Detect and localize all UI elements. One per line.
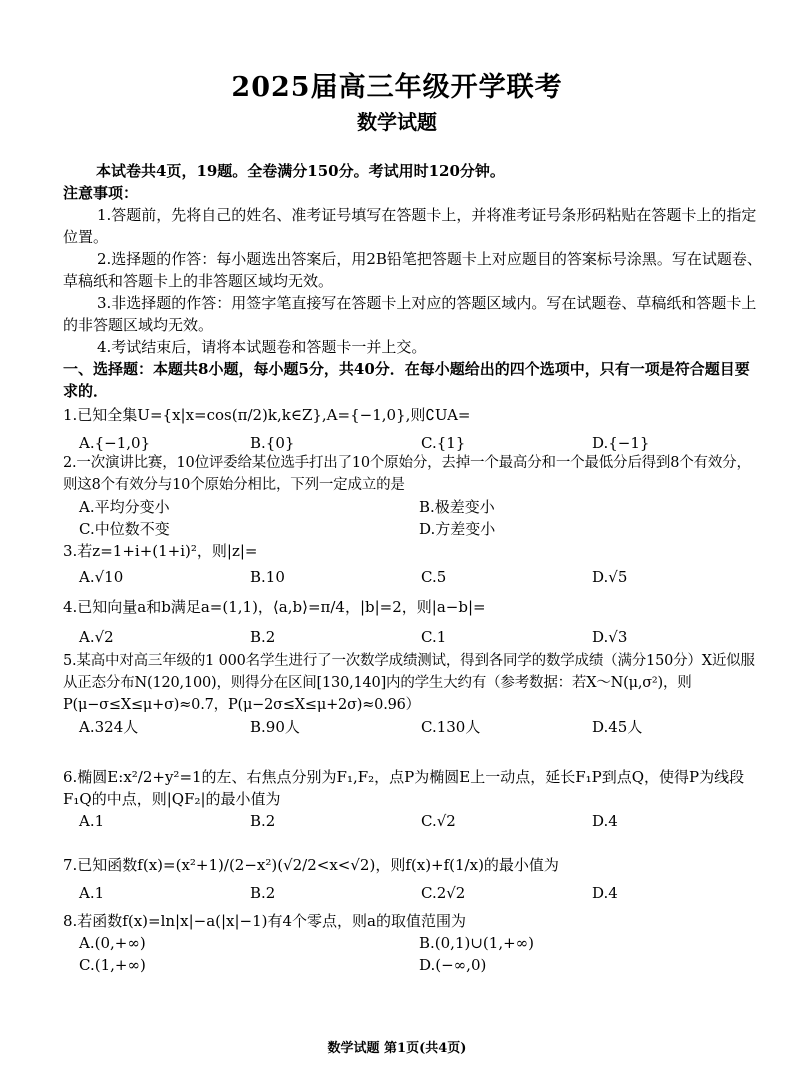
- question-stem: 5.某高中对高三年级的1 000名学生进行了一次数学成绩测试，得到各同学的数学成绩（满分150分）X近似服从正态分布N(120,100)，则得分在区间[130,140]内的学生大约有（参考数据：若X～N(μ,σ²)，则P(μ−σ≤X≤μ+σ)≈0.7，P(μ−2σ≤X≤μ+2σ)≈0.96）: [63, 653, 755, 713]
- option: A.1: [79, 812, 105, 830]
- question: [63, 452, 763, 540]
- question: [63, 650, 763, 738]
- option: C.2√2: [421, 884, 466, 902]
- option: B.(0,1)∪(1,+∞): [419, 934, 534, 952]
- option: A.√2: [79, 628, 114, 646]
- option-row: [79, 626, 763, 648]
- exam-intro: 本试卷共4页，19题。全卷满分150分。考试用时120分钟。: [96, 162, 505, 180]
- question: [63, 766, 763, 832]
- question-stem: 4.已知向量a和b满足a=(1,1)，⟨a,b⟩=π/4，|b|=2，则|a−b|=: [63, 598, 486, 616]
- option: C.中位数不变: [79, 520, 170, 538]
- option: D.(−∞,0): [419, 956, 487, 974]
- page-footer: 数学试题 第1页(共4页): [327, 1041, 467, 1056]
- option: B.2: [250, 812, 276, 830]
- option: A.平均分变小: [79, 498, 170, 516]
- option: C.5: [421, 568, 447, 586]
- question: [63, 596, 763, 648]
- question-stem: 2.一次演讲比赛，10位评委给某位选手打出了10个原始分，去掉一个最高分和一个最低分后得到8个有效分，则这8个有效分与10个原始分相比，下列一定成立的是: [63, 455, 751, 493]
- option: C.{1}: [421, 434, 466, 452]
- option: D.4: [592, 812, 618, 830]
- option: B.90人: [250, 718, 300, 736]
- question: [63, 404, 763, 454]
- question-stem: 1.已知全集U={x|x=cos(π/2)k,k∈Z},A={−1,0},则∁UA=: [63, 406, 471, 424]
- option: C.1: [421, 628, 447, 646]
- option: D.{−1}: [592, 434, 650, 452]
- question: [63, 540, 763, 588]
- note-item: 3.非选择题的作答：用签字笔直接写在答题卡上对应的答题区域内。写在试题卷、草稿纸和答题卡上的非答题区域均无效。: [63, 294, 757, 334]
- option: C.√2: [421, 812, 456, 830]
- option: D.4: [592, 884, 618, 902]
- option: D.√5: [592, 568, 628, 586]
- note-item: 2.选择题的作答：每小题选出答案后，用2B铅笔把答题卡上对应题目的答案标号涂黑。写在试题卷、草稿纸和答题卡上的非答题区域均无效。: [63, 250, 762, 290]
- option: A.(0,+∞): [79, 934, 146, 952]
- option-row: [79, 518, 763, 540]
- option: B.10: [250, 568, 285, 586]
- option: B.2: [250, 884, 276, 902]
- option: D.方差变小: [419, 520, 496, 538]
- option: C.(1,+∞): [79, 956, 146, 974]
- option: D.√3: [592, 628, 628, 646]
- note-item: 1.答题前，先将自己的姓名、准考证号填写在答题卡上，并将准考证号条形码粘贴在答题卡上的指定位置。: [63, 206, 757, 246]
- option-row: [79, 954, 763, 976]
- option: A.√10: [79, 568, 124, 586]
- option-row: [79, 882, 763, 904]
- section-heading: 一、选择题：本题共8小题，每小题5分，共40分．在每小题给出的四个选项中，只有一项是符合题目要求的．: [63, 360, 750, 400]
- option: A.324人: [79, 718, 139, 736]
- option-row: [79, 932, 763, 954]
- exam-title: 2025届高三年级开学联考: [231, 72, 563, 103]
- option-row: [79, 810, 763, 832]
- option-row: [79, 566, 763, 588]
- question: [63, 854, 763, 904]
- exam-subtitle: 数学试题: [357, 110, 437, 134]
- question-stem: 6.椭圆E:x²/2+y²=1的左、右焦点分别为F₁,F₂，点P为椭圆E上一动点，延长F₁P到点Q，使得P为线段F₁Q的中点，则|QF₂|的最小值为: [63, 768, 745, 808]
- question-stem: 8.若函数f(x)=ln|x|−a(|x|−1)有4个零点，则a的取值范围为: [63, 912, 467, 930]
- option: A.{−1,0}: [79, 434, 151, 452]
- question-stem: 3.若z=1+i+(1+i)²，则|z|=: [63, 542, 258, 560]
- question-stem: 7.已知函数f(x)=(x²+1)/(2−x²)(√2/2<x<√2)，则f(x)+f(1/x)的最小值为: [63, 856, 559, 874]
- option: D.45人: [592, 718, 643, 736]
- option-row: [79, 432, 763, 454]
- option: B.极差变小: [419, 498, 495, 516]
- option: B.2: [250, 628, 276, 646]
- option: C.130人: [421, 718, 481, 736]
- notes-heading: 注意事项：: [63, 184, 139, 202]
- option-row: [79, 716, 763, 738]
- note-item: 4.考试结束后，请将本试题卷和答题卡一并上交。: [97, 338, 427, 356]
- option: A.1: [79, 884, 105, 902]
- option-row: [79, 496, 763, 518]
- question: [63, 910, 763, 976]
- option: B.{0}: [250, 434, 295, 452]
